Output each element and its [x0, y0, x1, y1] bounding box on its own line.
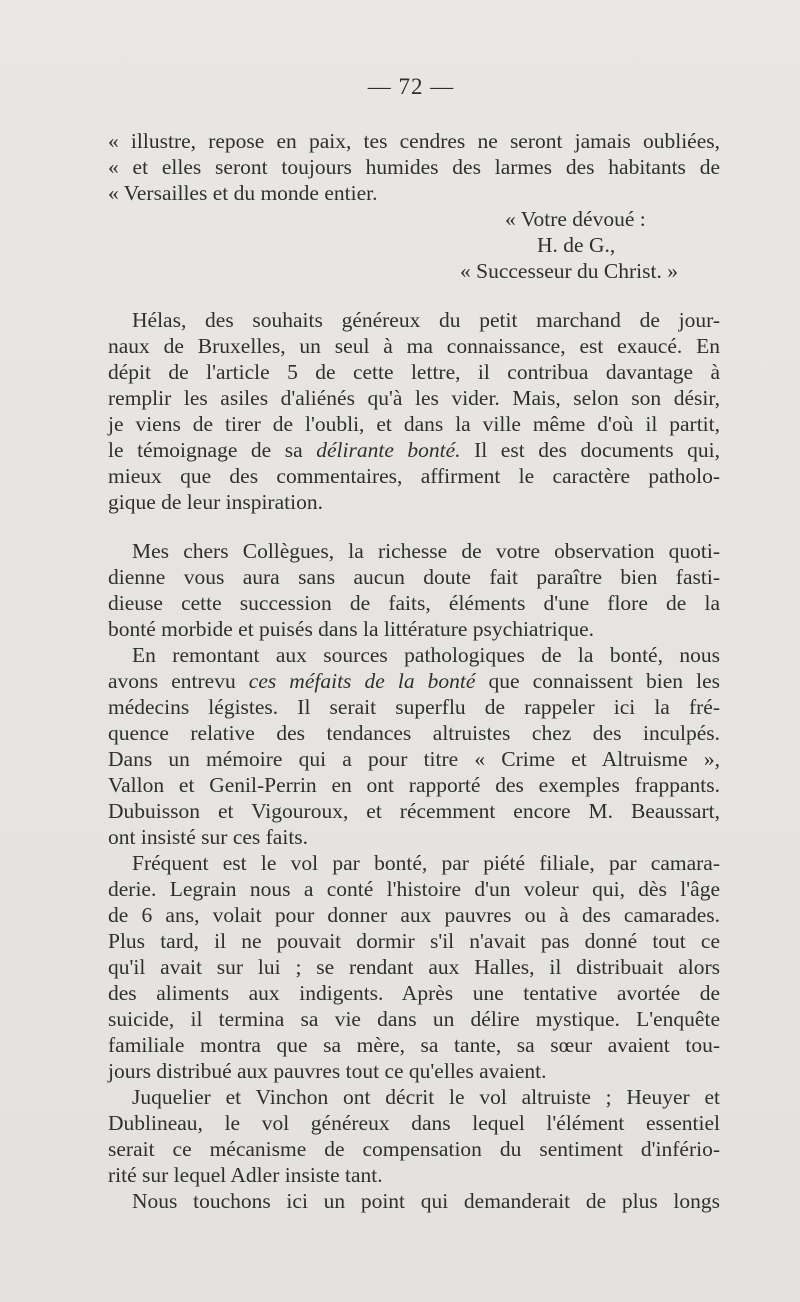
- paragraph-line: gique de leur inspiration.: [108, 490, 323, 514]
- signature-closing: « Votre dévoué :: [505, 207, 646, 231]
- paragraph-line: derie. Legrain nous a conté l'histoire d'un voleur qui, dès l'âge: [108, 877, 720, 901]
- paragraph-line: Vallon et Genil-Perrin en ont rapporté des exemples frappants.: [108, 773, 720, 797]
- paragraph-line: mieux que des commentaires, affirment le caractère patholo-: [108, 464, 720, 488]
- text-run: le témoignage de sa: [108, 438, 317, 462]
- paragraph-line: Dubuisson et Vigouroux, et récemment encore M. Beaussart,: [108, 799, 720, 823]
- paragraph-line: Dublineau, le vol généreux dans lequel l'élément essentiel: [108, 1111, 720, 1135]
- paragraph-line: Juquelier et Vinchon ont décrit le vol altruiste ; Heuyer et: [132, 1085, 720, 1109]
- paragraph-line: Fréquent est le vol par bonté, par piété filiale, par camara-: [132, 851, 720, 875]
- paragraph-line: dieuse cette succession de faits, éléments d'une flore de la: [108, 591, 720, 615]
- paragraph-line: dépit de l'article 5 de cette lettre, il contribua davantage à: [108, 360, 720, 384]
- paragraph-line: rité sur lequel Adler insiste tant.: [108, 1163, 383, 1187]
- paragraph-line: Dans un mémoire qui a pour titre « Crime et Altruisme »,: [108, 747, 720, 771]
- letter-line: « illustre, repose en paix, tes cendres ne seront jamais oubliées,: [108, 129, 720, 153]
- paragraph-line: Nous touchons ici un point qui demanderait de plus longs: [132, 1189, 720, 1213]
- paragraph-line: En remontant aux sources pathologiques de la bonté, nous: [132, 643, 720, 667]
- paragraph-line: naux de Bruxelles, un seul à ma connaissance, est exaucé. En: [108, 334, 720, 358]
- paragraph-line: médecins légistes. Il serait superflu de rappeler ici la fré-: [108, 695, 720, 719]
- text-run: Il est des documents qui,: [460, 438, 720, 462]
- paragraph-line: qu'il avait sur lui ; se rendant aux Halles, il distribuait alors: [108, 955, 720, 979]
- paragraph-line: ont insisté sur ces faits.: [108, 825, 309, 849]
- paragraph-line: Hélas, des souhaits généreux du petit marchand de jour-: [132, 308, 720, 332]
- text-run: que connaissent bien les: [475, 669, 720, 693]
- paragraph-line-with-italic: [108, 668, 720, 694]
- paragraph-line: dienne vous aura sans aucun doute fait paraître bien fasti-: [108, 565, 720, 589]
- paragraph-line: jours distribué aux pauvres tout ce qu'elles avaient.: [108, 1059, 547, 1083]
- paragraph-line: Mes chers Collègues, la richesse de votre observation quoti-: [132, 539, 720, 563]
- text-run: avons entrevu: [108, 669, 249, 693]
- paragraph-line: remplir les asiles d'aliénés qu'à les vider. Mais, selon son désir,: [108, 386, 720, 410]
- paragraph-line: quence relative des tendances altruistes chez des inculpés.: [108, 721, 720, 745]
- paragraph-line: familiale montra que sa mère, sa tante, sa sœur avaient tou-: [108, 1033, 720, 1057]
- letter-line: « Versailles et du monde entier.: [108, 181, 378, 205]
- paragraph-line: suicide, il termina sa vie dans un délire mystique. L'enquête: [108, 1007, 720, 1031]
- signature-name: H. de G.,: [537, 233, 616, 257]
- paragraph-line-with-italic: [108, 437, 720, 463]
- paragraph-line: Plus tard, il ne pouvait dormir s'il n'avait pas donné tout ce: [108, 929, 720, 953]
- paragraph-line: des aliments aux indigents. Après une tentative avortée de: [108, 981, 720, 1005]
- signature-title: « Successeur du Christ. »: [460, 259, 678, 283]
- paragraph-line: serait ce mécanisme de compensation du sentiment d'infério-: [108, 1137, 720, 1161]
- paragraph-line: je viens de tirer de l'oubli, et dans la ville même d'où il partit,: [108, 412, 720, 436]
- page-number: — 72 —: [367, 74, 455, 99]
- paragraph-line: bonté morbide et puisés dans la littérature psychiatrique.: [108, 617, 594, 641]
- paragraph-line: de 6 ans, volait pour donner aux pauvres ou à des camarades.: [108, 903, 720, 927]
- letter-line: « et elles seront toujours humides des larmes des habitants de: [108, 155, 720, 179]
- italic-phrase: ces méfaits de la bonté: [248, 669, 476, 693]
- italic-phrase: délirante bonté.: [316, 438, 461, 462]
